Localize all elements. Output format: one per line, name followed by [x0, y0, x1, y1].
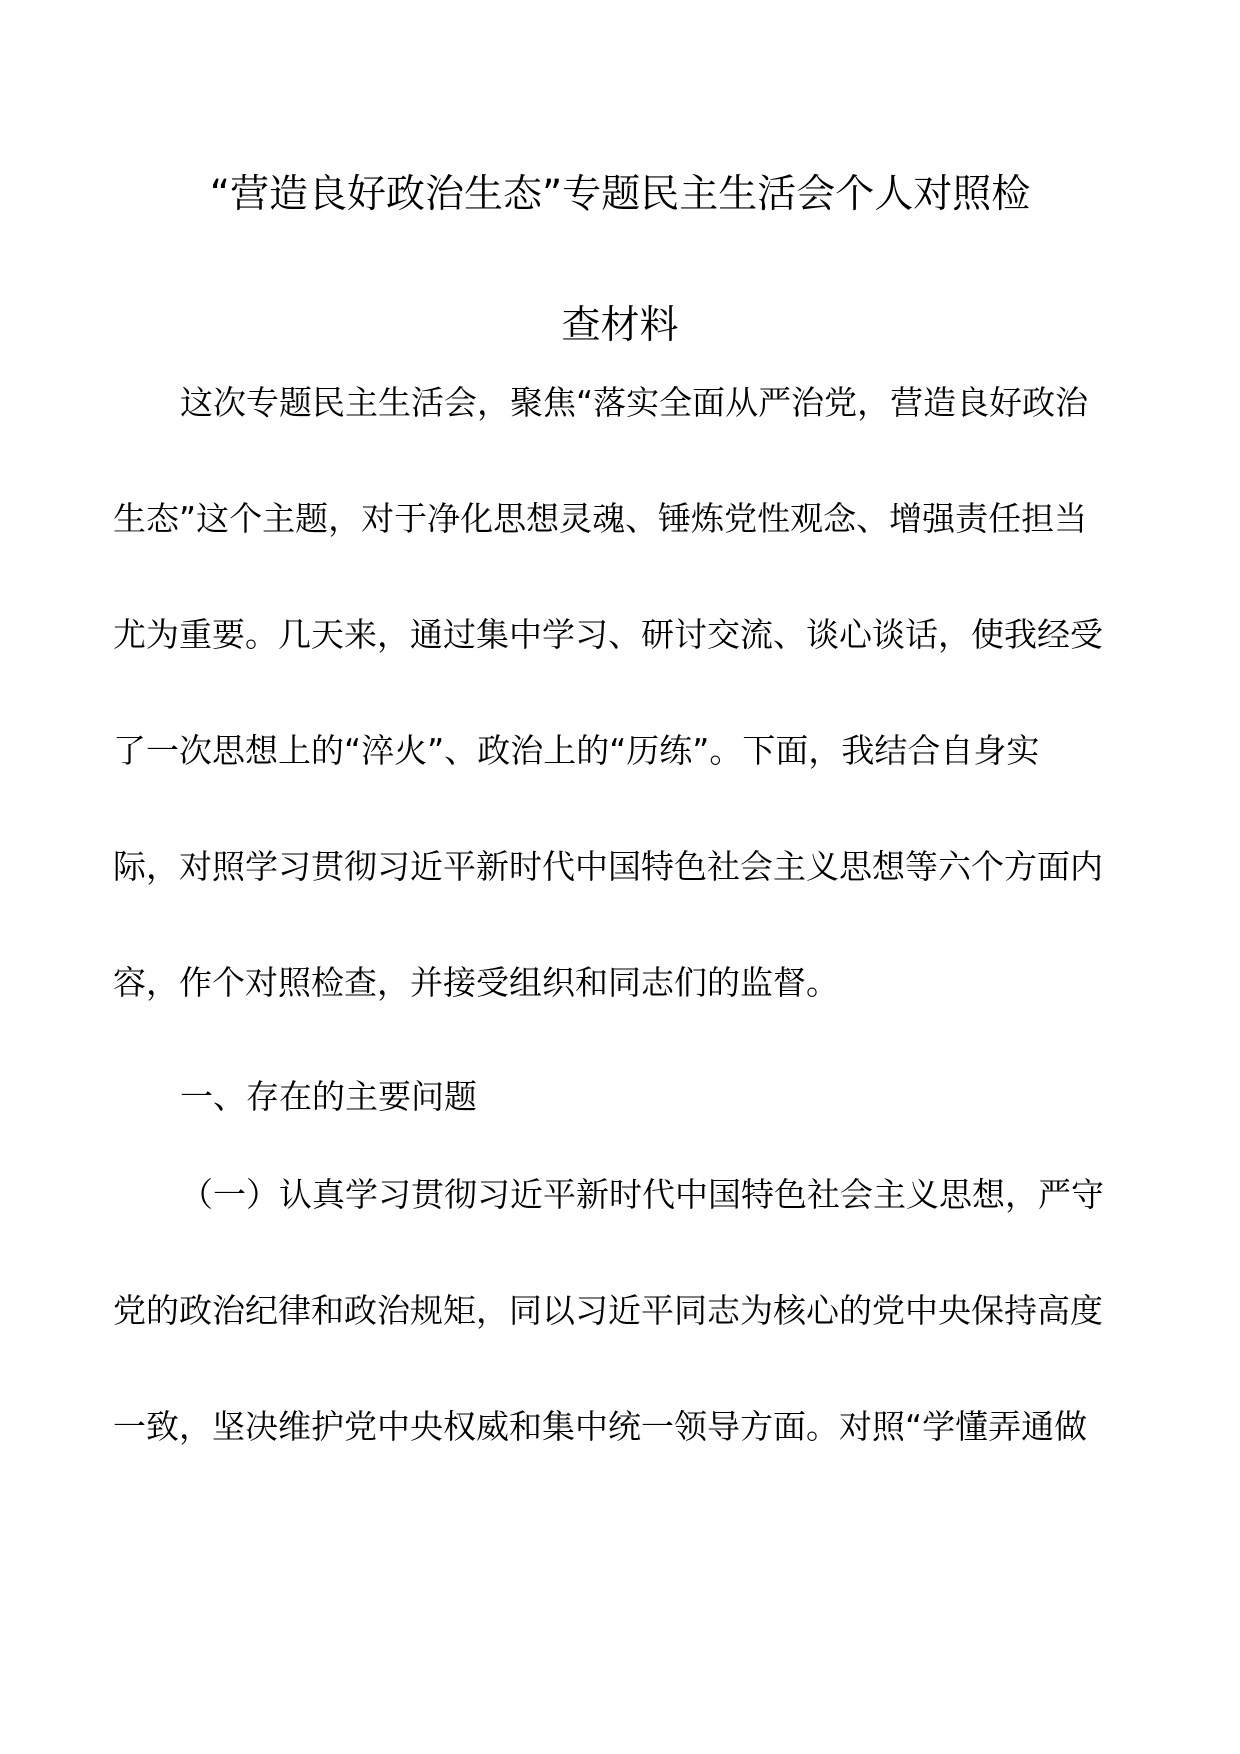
paragraph-1-line-2: 生态”这个主题，对于净化思想灵魂、锤炼党性观念、增强责任担当: [113, 499, 1088, 538]
paragraph-1-line-4: 了一次思想上的“淬火”、政治上的“历练”。下面，我结合自身实: [113, 731, 1040, 770]
paragraph-1-line-5: 际，对照学习贯彻习近平新时代中国特色社会主义思想等六个方面内: [113, 847, 1103, 886]
document-title-line-1: “营造良好政治生态”专题民主生活会个人对照检: [209, 172, 1031, 217]
paragraph-2-line-1: （一）认真学习贯彻习近平新时代中国特色社会主义思想，严守: [180, 1175, 1104, 1214]
document-title-line-2: 查材料: [561, 303, 679, 348]
paragraph-2-line-3: 一致，坚决维护党中央权威和集中统一领导方面。对照“学懂弄通做: [113, 1407, 1088, 1446]
section-heading-1: 一、存在的主要问题: [180, 1077, 477, 1116]
paragraph-1-line-1: 这次专题民主生活会，聚焦“落实全面从严治党，营造良好政治: [180, 383, 1089, 422]
paragraph-1-line-3: 尤为重要。几天来，通过集中学习、研讨交流、谈心谈话，使我经受: [113, 615, 1103, 654]
paragraph-1-line-6: 容，作个对照检查，并接受组织和同志们的监督。: [113, 963, 839, 1002]
paragraph-2-line-2: 党的政治纪律和政治规矩，同以习近平同志为核心的党中央保持高度: [113, 1291, 1103, 1330]
